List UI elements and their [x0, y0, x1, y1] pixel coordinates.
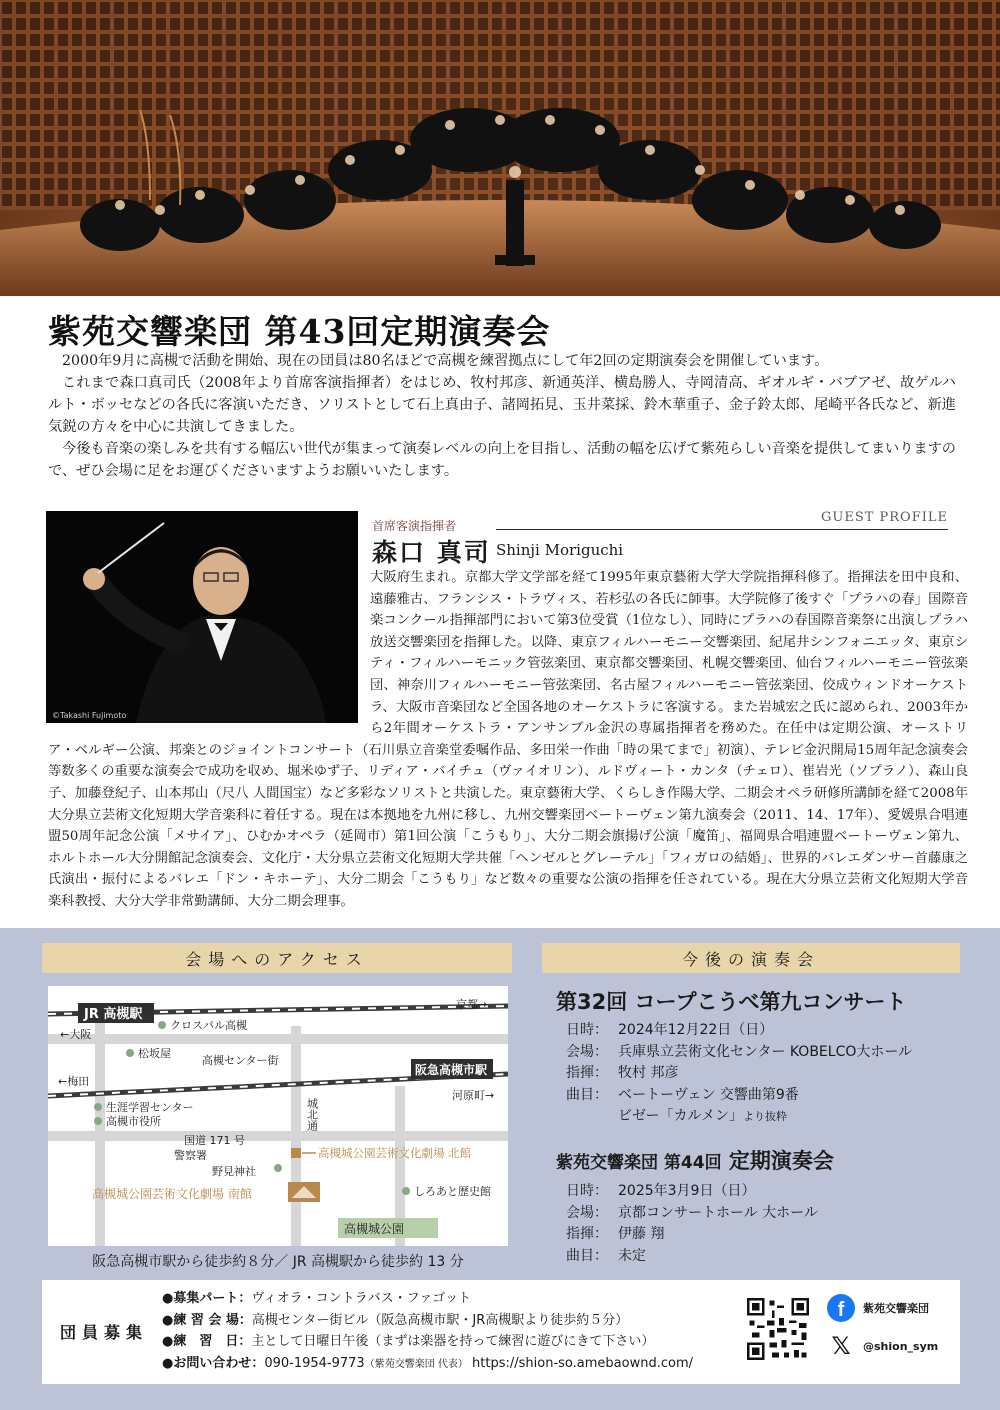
map-hankyu-station: 阪急高槻市駅 — [415, 1063, 488, 1077]
map-south-hall: 高槻城公園芸術文化劇場 南館 — [92, 1187, 252, 1201]
concert-title: 紫苑交響楽団 第43回定期演奏会 — [48, 312, 551, 351]
row-key — [566, 1106, 618, 1128]
row-value: 兵庫県立芸術文化センター KOBELCO大ホール — [618, 1043, 913, 1060]
map-graphic — [48, 986, 508, 1246]
guest-profile-label: GUEST PROFILE — [820, 510, 948, 525]
recruit-parts — [162, 1288, 693, 1310]
contact-phone[interactable]: 090-1954-9773 — [264, 1355, 365, 1371]
recruit-value: 主として日曜日午後（まずは楽器を持って練習に遊びにきて下さい） — [251, 1334, 655, 1349]
svg-text:城北通: 城北通 — [305, 1098, 319, 1131]
recruit-value: ヴィオラ・コントラバス・ファゴット — [251, 1291, 472, 1306]
row-key: 日時： — [566, 1022, 608, 1038]
recruit-venue — [162, 1310, 693, 1332]
row-key: 曲目： — [566, 1247, 608, 1264]
guest-name-en: Shinji Moriguchi — [496, 541, 624, 559]
intro-paragraph: これまで森口真司氏（2008年より首席客演指揮者）をはじめ、牧村邦彦、新通英洋、横島勝人、寺岡清高、ギオルギ・バブアゼ、故ゲルハルト・ボッセなどの各氏に客演いただき、ソリストとして石上真由子、諸岡拓見、玉井菜採、鈴木華重子、金子鈴太郎、尾崎平各氏など、新進気鋭の方々を中心に共演してきました。 — [48, 375, 956, 435]
row-value: 2025年3月9日（日） — [618, 1183, 756, 1199]
map-history-museum: しろあと歴史館 — [414, 1185, 491, 1198]
row-value: 伊藤 翔 — [618, 1226, 665, 1242]
recruit-heading: 団員募集 — [60, 1323, 149, 1342]
map-route171: 国道 171 号 — [184, 1134, 245, 1147]
guest-name: 森口 真司 — [372, 538, 491, 567]
divider — [496, 529, 948, 530]
contact-note: （紫苑交響楽団 代表） — [364, 1358, 468, 1370]
map-jr-station: JR 高槻駅 — [84, 1007, 143, 1022]
map-castle-park: 高槻城公園 — [344, 1222, 405, 1236]
row-key: 指揮： — [566, 1226, 608, 1242]
map-to-kyoto: 京都→ — [456, 998, 488, 1011]
orchestra-illustration — [0, 0, 1000, 296]
photo-credit: ©Takashi Fujimoto — [52, 711, 127, 720]
facebook-icon: f — [827, 1294, 855, 1322]
photo-spacer — [48, 567, 370, 719]
concert-2-title — [556, 1145, 834, 1175]
map-lifelong-center: 生涯学習センター — [106, 1101, 194, 1114]
row-key: 日時： — [566, 1183, 608, 1199]
recruit-key: ●募集パート： — [162, 1291, 252, 1306]
recruit-key: ●練 習 日： — [162, 1334, 252, 1349]
map-crossparu: クロスパル高槻 — [170, 1019, 247, 1032]
intro-paragraph: 今後も音楽の楽しみを共有する幅広い世代が集まって演奏レベルの向上を目指し、活動の幅を広げて紫苑らしい音楽を提供してまいりますので、ぜひ会場に足をお運びくださいますようお願いいたします。 — [48, 441, 956, 479]
intro-text — [48, 350, 956, 482]
guest-role: 首席客演指揮者 — [372, 519, 457, 533]
upcoming-concert-2 — [556, 1145, 834, 1267]
map-north-hall: 高槻城公園芸術文化劇場 北館 — [318, 1146, 472, 1160]
guest-bio-text: 大阪府生まれ。京都大学文学部を経て1995年東京藝術大学大学院指揮科修了。指揮法を田中良和、遠藤雅古、フランシス・トラヴィス、若杉弘の各氏に師事。大学院修了後すぐ「プラハの春」国際音楽コンクール指揮部門において第3位受賞（1位なし）、同時にプラハの春国際音楽祭に出演しプラハ放送交響楽団を指揮した。以降、東京フィルハーモニー交響楽団、紀尾井シンフォニエッタ、東京シティ・フィルハーモニック管弦楽団、東京都交響楽団、札幌交響楽団、仙台フィルハーモニー管弦楽団、神奈川フィルハーモニー管弦楽団、名古屋フィルハーモニー管弦楽団、佼成ウィンドオーケストラ、大阪市音楽団など全国各地のオーケストラに客演する。また岩城宏之氏に認められ、2003年から2年間オーケストラ・アンサンブル金沢の専属指揮者を務めた。在任中は定期公演、オーストリア・ベルギー公演、邦楽とのジョイントコンサート（石川県立音楽堂委嘱作品、多田栄一作曲「時の果てまで」初演）、テレビ金沢開局15周年記念演奏会等数多くの重要な演奏会で成功を収め、堀米ゆず子、リディア・バイチュ（ヴァイオリン）、ルドヴィート・カンタ（チェロ）、崔岩光（ソプラノ）、森山良子、加藤登紀子、山本邦山（尺八 人間国宝）など多彩なソリストと共演した。東京藝術大学、くらしき作陽大学、二期会オペラ研修所講師を経て2008年大分県立芸術文化短期大学音楽科に着任する。現在は本拠地を九州に移し、九州交響楽団ベートーヴェン第九演奏会（2011、14、17年）、愛媛県合唱連盟50周年記念公演「メサイア」、ひむかオペラ（延岡市）第1回公演「こうもり」、大分二期会旗揚げ公演「魔笛」、福岡県合唱連盟ベートーヴェン第九、ホルトホール大分開館記念演奏会、文化庁・大分県立芸術文化短期大学共催「ヘンゼルとグレーテル」「フィガロの結婚」、世界的バレエダンサー首藤康之氏演出・振付によるバレエ「ドン・キホーテ」、大分二期会「こうもり」など数々の重要な公演の指揮を任されている。現在大分県立芸術文化短期大学音楽科教授、大分大学非常勤講師、大分二期会理事。 — [48, 570, 968, 909]
map-center-gai: 高槻センター街 — [202, 1054, 279, 1067]
concert-1-venue-row — [566, 1042, 912, 1064]
concert-2-prefix: 紫苑交響楽団 第44回 — [556, 1153, 722, 1173]
recruit-value: 高槻センター街ビル（阪急高槻市駅・JR高槻駅より徒歩約５分） — [251, 1312, 629, 1328]
facebook-link[interactable] — [827, 1294, 929, 1322]
map-matsuzakaya: 松坂屋 — [138, 1047, 171, 1060]
map-to-kawaramachi: 河原町→ — [452, 1089, 495, 1102]
concert-1-title — [556, 986, 912, 1016]
row-value: 未定 — [618, 1247, 646, 1264]
concert-1-program-row — [566, 1085, 912, 1107]
row-key: 会場： — [566, 1204, 608, 1221]
access-map — [48, 986, 508, 1246]
row-value: ベートーヴェン 交響曲第9番 — [618, 1086, 799, 1103]
concert-2-conductor-row — [566, 1224, 834, 1246]
concert-1-prefix: 第32回 — [556, 990, 628, 1014]
map-to-umeda: ←梅田 — [58, 1075, 90, 1088]
map-johoku-dori — [306, 1098, 319, 1131]
row-value: 牧村 邦彦 — [618, 1065, 679, 1081]
upcoming-heading: 今後の演奏会 — [542, 943, 960, 973]
row-key: 会場： — [566, 1043, 608, 1060]
upcoming-concert-1 — [556, 986, 912, 1128]
guest-header — [372, 510, 948, 568]
map-nomi-shrine: 野見神社 — [212, 1165, 256, 1178]
intro-paragraph: 2000年9月に高槻で活動を開始、現在の団員は80名ほどで高槻を練習拠点にして年2回の定期演奏会を開催しています。 — [62, 353, 829, 369]
concert-2-program-row — [566, 1246, 834, 1268]
concert-1-program-row-2 — [566, 1106, 912, 1128]
recruit-day — [162, 1331, 693, 1353]
row-value: 2024年12月22日（日） — [618, 1022, 774, 1038]
row-key: 曲目： — [566, 1086, 608, 1103]
map-to-osaka: ←大阪 — [60, 1028, 92, 1041]
recruit-contact — [162, 1353, 693, 1376]
concert-2-date-row — [566, 1181, 834, 1203]
website-link[interactable]: https://shion-so.amebaownd.com/ — [472, 1355, 693, 1371]
map-city-hall: 高槻市役所 — [106, 1115, 161, 1128]
concert-2-venue-row — [566, 1203, 834, 1225]
concert-1-conductor-row — [566, 1063, 912, 1085]
qr-code-icon[interactable] — [747, 1298, 809, 1360]
row-value: ビゼー「カルメン」より抜粋 — [618, 1108, 788, 1124]
access-heading: 会場へのアクセス — [42, 943, 512, 973]
x-link[interactable] — [827, 1332, 938, 1360]
map-police: 警察署 — [174, 1149, 207, 1162]
concert-1-date-row — [566, 1020, 912, 1042]
recruit-key: ●練 習 会 場： — [162, 1312, 252, 1328]
row-value: 京都コンサートホール 大ホール — [618, 1204, 818, 1221]
x-handle: @shion_sym — [863, 1339, 939, 1353]
facebook-name: 紫苑交響楽団 — [863, 1302, 929, 1315]
concert-2-main: 定期演奏会 — [728, 1149, 834, 1173]
guest-bio — [48, 567, 968, 913]
concert-1-main: コープこうべ第九コンサート — [634, 990, 907, 1014]
recruit-list — [162, 1288, 693, 1375]
orchestra-photo — [0, 0, 1000, 296]
row-key: 指揮： — [566, 1065, 608, 1081]
walking-time-note: 阪急高槻市駅から徒歩約８分／ JR 高槻駅から徒歩約 13 分 — [92, 1254, 464, 1270]
recruit-key: ●お問い合わせ： — [162, 1355, 265, 1371]
x-icon: 𝕏 — [831, 1332, 851, 1360]
recruit-box — [42, 1280, 960, 1384]
